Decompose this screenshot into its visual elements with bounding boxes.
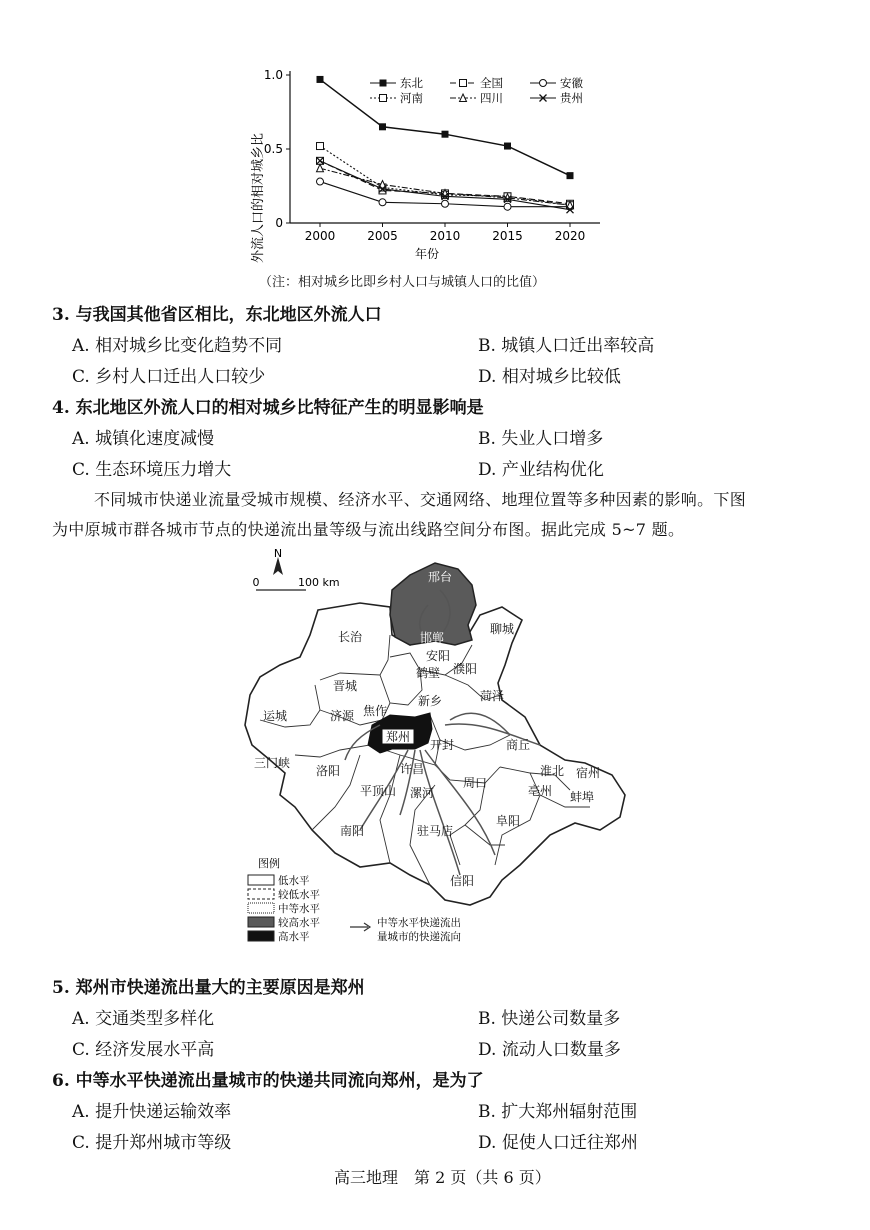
city-label: 运城 [262, 709, 288, 723]
city-label: 焦作 [362, 704, 388, 718]
question-3-stem: 3. 与我国其他省区相比，东北地区外流人口 [52, 305, 382, 325]
legend-swatch [248, 917, 274, 927]
chart-y-tick-label: 0 [275, 216, 283, 230]
flow-legend-line-2: 量城市的快递流向 [377, 931, 461, 943]
chart-y-tick-label: 0.5 [263, 142, 283, 156]
city-label: 亳州 [527, 784, 553, 798]
city-label: 南阳 [339, 824, 365, 838]
question-6-stem: 6. 中等水平快递流出量城市的快递共同流向郑州，是为了 [52, 1071, 484, 1091]
chart-y-tick-label: 1.0 [263, 68, 283, 82]
chart-legend-label: 河南 [400, 91, 423, 105]
flow-legend-arrow-icon [350, 923, 370, 931]
city-label: 开封 [429, 738, 455, 752]
question-3-option-c[interactable]: C. 乡村人口迁出人口较少 [72, 367, 266, 387]
chart-point [379, 199, 386, 206]
chart-x-tick-label: 2005 [367, 229, 398, 243]
city-label: 漯河 [409, 786, 435, 800]
chart-x-tick-label: 2010 [429, 229, 461, 243]
question-3-option-a[interactable]: A. 相对城乡比变化趋势不同 [72, 336, 283, 356]
question-4-option-a[interactable]: A. 城镇化速度减慢 [72, 429, 215, 449]
question-5-option-a[interactable]: A. 交通类型多样化 [72, 1009, 215, 1029]
chart-legend-label: 全国 [480, 76, 503, 90]
question-3-option-b[interactable]: B. 城镇人口迁出率较高 [478, 336, 655, 356]
chart-x-tick-label: 2015 [492, 229, 523, 243]
legend-swatch [248, 931, 274, 941]
flow-legend-line-1: 中等水平快递流出 [377, 917, 461, 929]
north-label: N [273, 547, 283, 560]
chart-point [317, 143, 324, 150]
passage-line-1: 不同城市快递业流量受城市规模、经济水平、交通网络、地理位置等多种因素的影响。下图 [94, 490, 747, 509]
question-6-option-d[interactable]: D. 促使人口迁往郑州 [478, 1133, 638, 1153]
city-label: 蚌埠 [569, 790, 595, 804]
question-4-option-c[interactable]: C. 生态环境压力增大 [72, 460, 232, 480]
chart-legend-label: 安徽 [560, 76, 583, 90]
chart-legend-label: 东北 [400, 76, 423, 90]
question-5-option-c[interactable]: C. 经济发展水平高 [72, 1040, 215, 1060]
chart-legend-label: 贵州 [560, 91, 583, 105]
chart-legend-marker [460, 80, 467, 87]
legend-label: 高水平 [278, 931, 310, 943]
chart-point [442, 131, 449, 138]
chart-series-line [320, 79, 570, 175]
chart-point [504, 203, 511, 210]
city-label: 商丘 [505, 738, 531, 752]
city-label: 三门峡 [253, 756, 291, 770]
city-label: 菏泽 [479, 689, 505, 703]
city-label: 濮阳 [452, 662, 478, 676]
chart-point [317, 178, 324, 185]
city-label: 平顶山 [359, 784, 397, 798]
city-label: 周口 [462, 776, 488, 790]
legend-swatch [248, 903, 274, 913]
chart-y-label: 外流人口的相对城乡比 [251, 132, 266, 264]
legend-title: 图例 [258, 857, 280, 870]
chart-plot-area [264, 68, 600, 243]
chart-point [379, 123, 386, 130]
city-label: 郑州 [385, 730, 411, 744]
question-6-option-a[interactable]: A. 提升快递运输效率 [72, 1102, 232, 1122]
city-label: 许昌 [399, 762, 425, 776]
scale-label: 100 km [298, 576, 340, 589]
city-label: 淮北 [539, 764, 565, 778]
city-label: 济源 [329, 709, 355, 723]
line-chart [240, 55, 630, 270]
chart-legend-marker [380, 80, 387, 87]
city-label: 洛阳 [315, 764, 341, 778]
chart-point [317, 76, 324, 83]
legend-swatch [248, 875, 274, 885]
question-4-stem: 4. 东北地区外流人口的相对城乡比特征产生的明显影响是 [52, 398, 484, 418]
question-5-stem: 5. 郑州市快递流出量大的主要原因是郑州 [52, 978, 365, 998]
chart-note: （注：相对城乡比即乡村人口与城镇人口的比值） [259, 275, 546, 290]
city-label: 宿州 [575, 766, 601, 780]
city-label: 长治 [337, 630, 363, 644]
chart-legend-marker [540, 80, 547, 87]
chart-x-tick-label: 2020 [554, 229, 586, 243]
city-label: 聊城 [489, 622, 515, 636]
city-label: 新乡 [417, 694, 443, 708]
legend-label: 较低水平 [278, 889, 320, 901]
map-legend [248, 874, 320, 943]
chart-legend-label: 四川 [480, 91, 503, 105]
chart-x-label: 年份 [414, 247, 440, 261]
chart-legend-marker [380, 95, 387, 102]
legend-label: 较高水平 [278, 917, 320, 929]
city-label: 鹤壁 [415, 666, 441, 680]
chart-point [317, 164, 324, 172]
chart-point [567, 172, 574, 179]
question-4-option-d[interactable]: D. 产业结构优化 [478, 460, 604, 480]
question-6-option-b[interactable]: B. 扩大郑州辐射范围 [478, 1102, 638, 1122]
question-6-option-c[interactable]: C. 提升郑州城市等级 [72, 1133, 232, 1153]
question-4-option-b[interactable]: B. 失业人口增多 [478, 429, 604, 449]
city-label: 邢台 [427, 570, 453, 584]
city-label: 邯郸 [419, 631, 445, 645]
legend-label: 中等水平 [278, 903, 320, 915]
question-5-option-d[interactable]: D. 流动人口数量多 [478, 1040, 621, 1060]
legend-swatch [248, 889, 274, 899]
passage-line-2: 为中原城市群各城市节点的快递流出量等级与流出线路空间分布图。据此完成 5~7 题。 [52, 520, 685, 539]
chart-point [442, 200, 449, 207]
scale-zero: 0 [252, 576, 260, 589]
chart-x-tick-label: 2000 [304, 229, 336, 243]
question-3-option-d[interactable]: D. 相对城乡比较低 [478, 367, 621, 387]
page-footer: 高三地理 第 2 页（共 6 页） [334, 1168, 551, 1187]
express-flow-map [240, 545, 640, 965]
city-label: 安阳 [425, 649, 451, 663]
city-label: 晋城 [332, 679, 358, 693]
city-label: 驻马店 [416, 824, 454, 838]
city-label: 阜阳 [495, 814, 521, 828]
chart-point [504, 143, 511, 150]
question-5-option-b[interactable]: B. 快递公司数量多 [478, 1009, 621, 1029]
city-label: 信阳 [449, 874, 475, 888]
legend-label: 低水平 [278, 875, 310, 887]
